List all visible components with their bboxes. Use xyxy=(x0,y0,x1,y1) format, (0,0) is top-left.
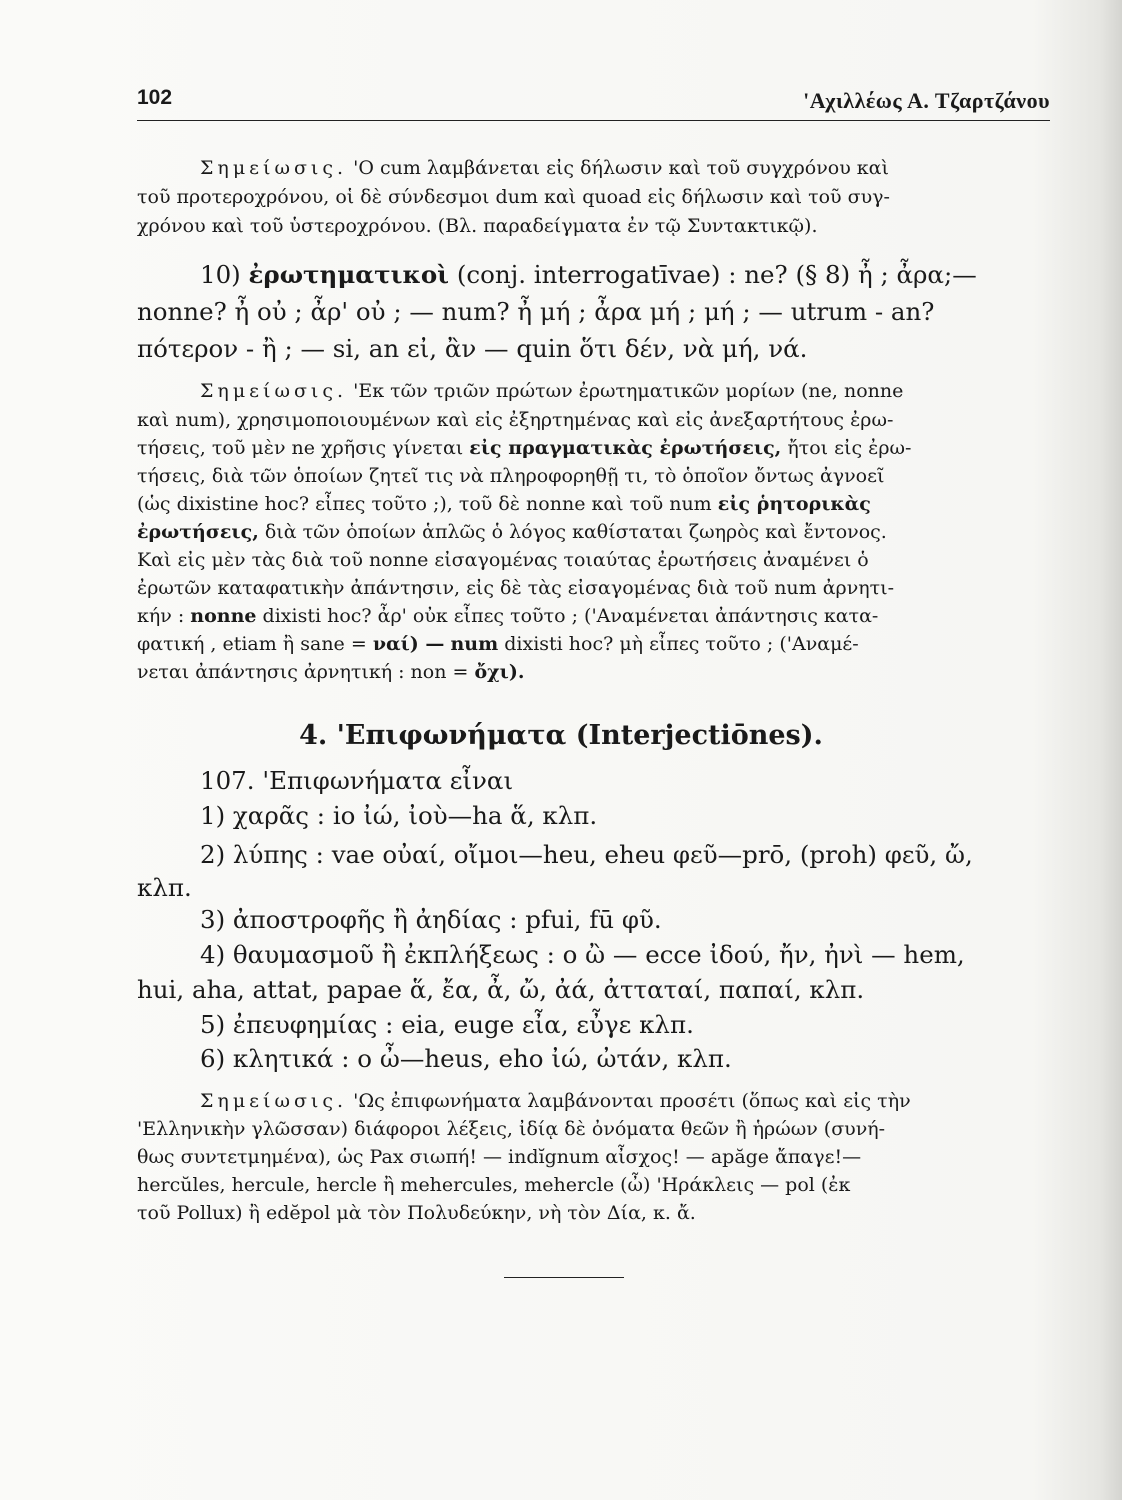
bold-span: ναί) — xyxy=(372,633,445,655)
note3-line3: θως συντετμημένα), ὡς Pax σιωπή! — indĭgnum αἶσχος! — apăge ἄπαγε!— xyxy=(137,1146,862,1168)
note2-line4: τήσεις, διὰ τῶν ὁποίων ζητεῖ τις νὰ πληροφορηθῇ τι, τὸ ὁποῖον ὄντως ἀγνοεῖ xyxy=(137,465,885,487)
text-span: τήσεις, τοῦ μὲν ne χρῆσις γίνεται xyxy=(137,437,464,459)
note2-line5 xyxy=(137,493,871,515)
note2-line6 xyxy=(137,521,887,543)
note3-line2: 'Ελληνικὴν γλῶσσαν) διάφοροι λέξεις, ἰδίᾳ δὲ ὀνόματα θεῶν ἢ ἡρώων (συνή- xyxy=(137,1118,886,1140)
text-span: dixisti hoc? μὴ εἶπες τοῦτο ; ('Αναμέ- xyxy=(504,633,859,655)
note3-line1 xyxy=(200,1090,911,1112)
item10-line1 xyxy=(200,260,977,289)
item-number: 10) xyxy=(200,260,241,289)
text-span: (ὡς dixistine hoc? εἶπες τοῦτο ;), τοῦ δὲ nonne καὶ τοῦ num xyxy=(137,493,712,515)
bold-span: ἐρωτήσεις, xyxy=(137,521,259,543)
para107-item4-cont: hui, aha, attat, papae ἅ, ἔα, ἆ, ὤ, ἀά, ἀτταταί, παπαί, κλπ. xyxy=(137,975,865,1004)
para107-item1: 1) χαρᾶς : io ἰώ, ἰοὺ—ha ἅ, κλπ. xyxy=(200,801,598,830)
para107-item5: 5) ἐπευφημίας : eia, euge εἶα, εὖγε κλπ. xyxy=(200,1010,694,1039)
bold-span: nonne xyxy=(190,605,257,627)
text-span: διὰ τῶν ὁποίων ἁπλῶς ὁ λόγος καθίσταται ζωηρὸς καὶ ἔντονος. xyxy=(264,521,887,543)
bold-span: εἰς πραγματικὰς ἐρωτήσεις, xyxy=(469,437,782,459)
note2-line7: Καὶ εἰς μὲν τὰς διὰ τοῦ nonne εἰσαγομένας τοιαύτας ἐρωτήσεις ἀναμένει ὁ xyxy=(137,549,869,571)
note1-line3: χρόνου καὶ τοῦ ὑστεροχρόνου. (Βλ. παραδείγματα ἐν τῷ Συντακτικῷ). xyxy=(137,215,818,237)
para107-item3: 3) ἀποστροφῆς ἢ ἀηδίας : pfui, fū φῦ. xyxy=(200,905,662,934)
text-span: φατική , etiam ἢ sane = xyxy=(137,633,367,655)
note-label: Σημείωσις. xyxy=(200,380,348,402)
note-label: Σημείωσις. xyxy=(200,1090,348,1112)
note3-line5: τοῦ Pollux) ἢ edĕpol μὰ τὸν Πολυδεύκην, νὴ τὸν Δία, κ. ἄ. xyxy=(137,1202,696,1224)
bold-span: εἰς ῥητορικὰς xyxy=(717,493,871,515)
item-term: ἐρωτηματικοὶ xyxy=(248,260,450,289)
note2-line11 xyxy=(137,661,524,683)
running-title: 'Αχιλλέως Α. Τζαρτζάνου xyxy=(803,88,1050,113)
note3-line4: hercŭles, hercule, hercle ἢ mehercules, mehercle (ὦ) 'Ηράκλεις — pol (ἐκ xyxy=(137,1174,851,1196)
note2-line2: καὶ num), χρησιμοποιουμένων καὶ εἰς ἐξηρτημένας καὶ εἰς ἀνεξαρτήτους ἐρω- xyxy=(137,409,894,431)
text-span: κήν : xyxy=(137,605,185,627)
para107-item2-cont: κλπ. xyxy=(137,873,192,902)
note2-line9 xyxy=(137,605,878,627)
para107-item4: 4) θαυμασμοῦ ἢ ἐκπλήξεως : o ὢ — ecce ἰδού, ἤν, ἠνὶ — hem, xyxy=(200,940,965,969)
para107-intro: 107. 'Επιφωνήματα εἶναι xyxy=(200,766,514,795)
bold-span: num xyxy=(450,633,499,655)
text-span: ἤτοι εἰς ἐρω- xyxy=(787,437,912,459)
note2-line1 xyxy=(200,380,903,402)
page-header xyxy=(137,84,1050,121)
note2-line10 xyxy=(137,633,859,655)
page-number: 102 xyxy=(137,86,173,109)
note-text: 'Ως ἐπιφωνήματα λαμβάνονται προσέτι (ὅπως καὶ εἰς τὴν xyxy=(353,1090,911,1112)
item10-line2: nonne? ἦ οὐ ; ἆρ' οὐ ; — num? ἦ μή ; ἆρα μή ; μή ; — utrum - an? xyxy=(137,297,935,326)
para107-item6: 6) κλητικά : o ὦ—heus, eho ἰώ, ὠτάν, κλπ. xyxy=(200,1044,732,1073)
note-text: 'Εκ τῶν τριῶν πρώτων ἐρωτηματικῶν μορίων (ne, nonne xyxy=(353,380,904,402)
para107-item2: 2) λύπης : vae οὐαί, οἴμοι—heu, eheu φεῦ—prō, (proh) φεῦ, ὤ, xyxy=(200,840,973,869)
end-rule xyxy=(504,1277,624,1278)
section-heading: 4. 'Επιφωνήματα (Interjectiōnes). xyxy=(299,720,823,751)
note1-line2: τοῦ προτεροχρόνου, οἱ δὲ σύνδεσμοι dum καὶ quoad εἰς δήλωσιν καὶ τοῦ συγ- xyxy=(137,186,890,208)
note-text: 'Ο cum λαμβάνεται εἰς δήλωσιν καὶ τοῦ συγχρόνου καὶ xyxy=(353,157,889,179)
bold-span: ὄχι). xyxy=(474,661,525,683)
note2-line8: ἐρωτῶν καταφατικὴν ἀπάντησιν, εἰς δὲ τὰς εἰσαγομένας διὰ τοῦ num ἀρνητι- xyxy=(137,577,895,599)
item-text: (conj. interrogatīvae) : ne? (§ 8) ἦ ; ἆρα;— xyxy=(456,260,977,289)
text-span: νεται ἀπάντησις ἀρνητική : non = xyxy=(137,661,469,683)
note1-line1 xyxy=(200,157,889,179)
note2-line3 xyxy=(137,437,911,459)
note-label: Σημείωσις. xyxy=(200,157,348,179)
text-span: dixisti hoc? ἆρ' οὐκ εἶπες τοῦτο ; ('Αναμένεται ἀπάντησις κατα- xyxy=(262,605,879,627)
item10-line3: πότερον - ἢ ; — si, an εἰ, ἂν — quin ὅτι δέν, νὰ μή, νά. xyxy=(137,334,808,363)
